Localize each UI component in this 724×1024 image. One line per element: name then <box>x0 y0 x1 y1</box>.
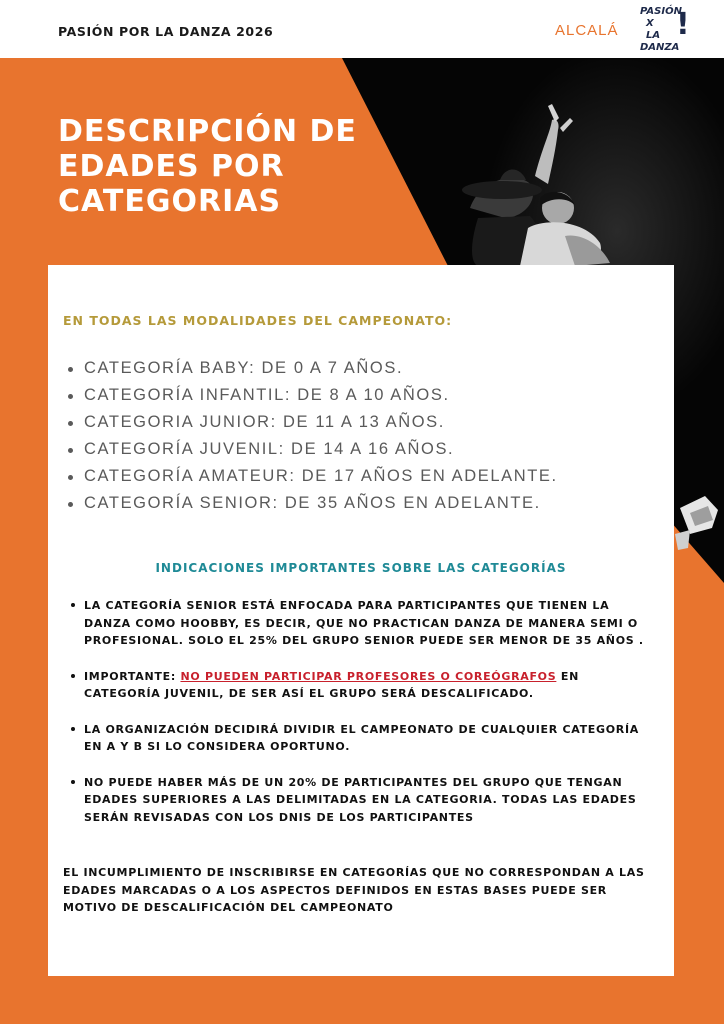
modalities-subheading: EN TODAS LAS MODALIDADES DEL CAMPEONATO: <box>63 313 453 328</box>
category-junior: CATEGORIA JUNIOR: DE 11 A 13 AÑOS. <box>66 409 558 436</box>
page-header <box>0 0 724 58</box>
category-juvenil: CATEGORÍA JUVENIL: DE 14 A 16 AÑOS. <box>66 436 558 463</box>
logo-text-line: X <box>646 18 654 29</box>
category-baby: CATEGORÍA BABY: DE 0 A 7 AÑOS. <box>66 355 558 382</box>
note-percentage: NO PUEDE HABER MÁS DE UN 20% DE PARTICIPANTES DEL GRUPO QUE TENGAN EDADES SUPERIORES A LAS DELIMITADAS EN LA CATEGORIA. TODAS LAS EDADES SERÁN REVISADAS CON LOS DNIS DE LOS PARTICIPANTES <box>70 774 660 827</box>
exclamation-icon: ! <box>676 7 690 42</box>
note-important-prefix: IMPORTANTE: <box>84 669 181 683</box>
disqualification-note: EL INCUMPLIMIENTO DE INSCRIBIRSE EN CATEGORÍAS QUE NO CORRESPONDAN A LAS EDADES MARCADAS O A LOS ASPECTOS DEFINIDOS EN ESTAS BASES PUEDE SER MOTIVO DE DESCALIFICACIÓN DEL CAMPEONATO <box>63 866 645 914</box>
logo-text-line: LA <box>646 30 661 41</box>
category-infantil: CATEGORÍA INFANTIL: DE 8 A 10 AÑOS. <box>66 382 558 409</box>
page-title: DESCRIPCIÓN DE EDADES POR CATEGORIAS <box>58 114 357 219</box>
age-category-list <box>66 355 558 517</box>
note-organization: LA ORGANIZACIÓN DECIDIRÁ DIVIDIR EL CAMPEONATO DE CUALQUIER CATEGORÍA EN A Y B SI LO CONSIDERA OPORTUNO. <box>70 721 660 756</box>
category-senior: CATEGORÍA SENIOR: DE 35 AÑOS EN ADELANTE. <box>66 490 558 517</box>
note-senior: LA CATEGORÍA SENIOR ESTÁ ENFOCADA PARA PARTICIPANTES QUE TIENEN LA DANZA COMO HOOBBY, ES DECIR, QUE NO PRACTICAN DANZA DE MANERA SEMI O PROFESIONAL. SOLO EL 25% DEL GRUPO SENIOR PUEDE SER MENOR DE 35 AÑOS . <box>70 597 660 650</box>
logo-text-line: PASIÓN <box>640 6 682 17</box>
teachers-restriction-link[interactable]: NO PUEDEN PARTICIPAR PROFESORES O COREÓGRAFOS <box>180 669 557 683</box>
city-label: ALCALÁ <box>555 22 619 39</box>
category-amateur: CATEGORÍA AMATEUR: DE 17 AÑOS EN ADELANTE. <box>66 463 558 490</box>
indications-list <box>70 597 660 844</box>
brand-logo <box>640 6 690 52</box>
logo-text-line: DANZA <box>640 42 680 53</box>
indications-heading: INDICACIONES IMPORTANTES SOBRE LAS CATEGORÍAS <box>155 561 567 575</box>
note-important-suffix: EN CATEGORÍA JUVENIL, DE SER ASÍ EL GRUPO SERÁ DESCALIFICADO. <box>84 669 580 700</box>
event-title: PASIÓN POR LA DANZA 2026 <box>58 24 274 39</box>
note-important <box>70 668 660 703</box>
